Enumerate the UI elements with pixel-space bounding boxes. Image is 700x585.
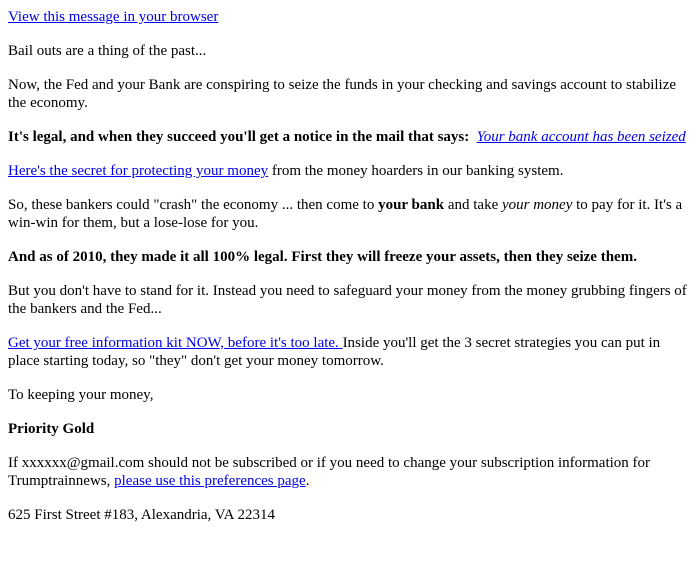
paragraph-fed-conspiring: Now, the Fed and your Bank are conspiring to seize the funds in your checking and savings account to stabilize the economy. (8, 77, 677, 111)
paragraph-crash-economy (8, 196, 692, 232)
free-information-kit-link[interactable]: Get your free information kit NOW, before it's too late. (8, 335, 343, 351)
bank-account-seized-link[interactable] (477, 129, 686, 145)
your-money-italic: your money (501, 197, 573, 213)
crash-text-a: So, these bankers could "crash" the economy ... then come to (8, 197, 379, 213)
paragraph-secret-protecting (8, 162, 692, 180)
paragraph-free-kit (8, 334, 692, 370)
paragraph-2010-legal (8, 248, 692, 266)
closing-line: To keeping your money, (8, 387, 154, 403)
signature-line (8, 420, 692, 438)
crash-text-c: to pay for it. It's a win-win for them, but a lose-lose for you. (8, 197, 683, 231)
paragraph-bailouts: Bail outs are a thing of the past... (8, 43, 207, 59)
footer-text-b: . (305, 473, 310, 489)
paragraph-safeguard: But you don't have to stand for it. Instead you need to safeguard your money from the money grubbing fingers of the bankers and the Fed... (8, 283, 687, 317)
view-in-browser-line (8, 8, 692, 26)
free-kit-rest: Inside you'll get the 3 secret strategies you can put in place starting today, so "they" don't get your money tomorrow. (8, 335, 661, 369)
footer-text-a: If xxxxxx@gmail.com should not be subscribed or if you need to change your subscription information for Trumptrainnews, (8, 455, 651, 489)
signature-name: Priority Gold (8, 421, 95, 437)
crash-text-b: and take (444, 197, 502, 213)
secret-protecting-money-link[interactable]: Here's the secret for protecting your money (8, 163, 269, 179)
bank-account-seized-link-text: Your bank account has been seized (476, 129, 686, 145)
preferences-page-link[interactable]: please use this preferences page (114, 473, 306, 489)
legal-notice-bold: It's legal, and when they succeed you'll get a notice in the mail that says: (8, 129, 470, 145)
legal-2010-bold: And as of 2010, they made it all 100% legal. First they will freeze your assets, then they seize them. (8, 249, 637, 265)
your-bank-bold: your bank (378, 197, 445, 213)
secret-protecting-rest: from the money hoarders in our banking system. (268, 163, 564, 179)
footer-subscription (8, 454, 692, 490)
view-in-browser-link[interactable]: View this message in your browser (8, 9, 219, 25)
paragraph-legal-notice (8, 128, 692, 146)
postal-address: 625 First Street #183, Alexandria, VA 22314 (8, 507, 275, 523)
